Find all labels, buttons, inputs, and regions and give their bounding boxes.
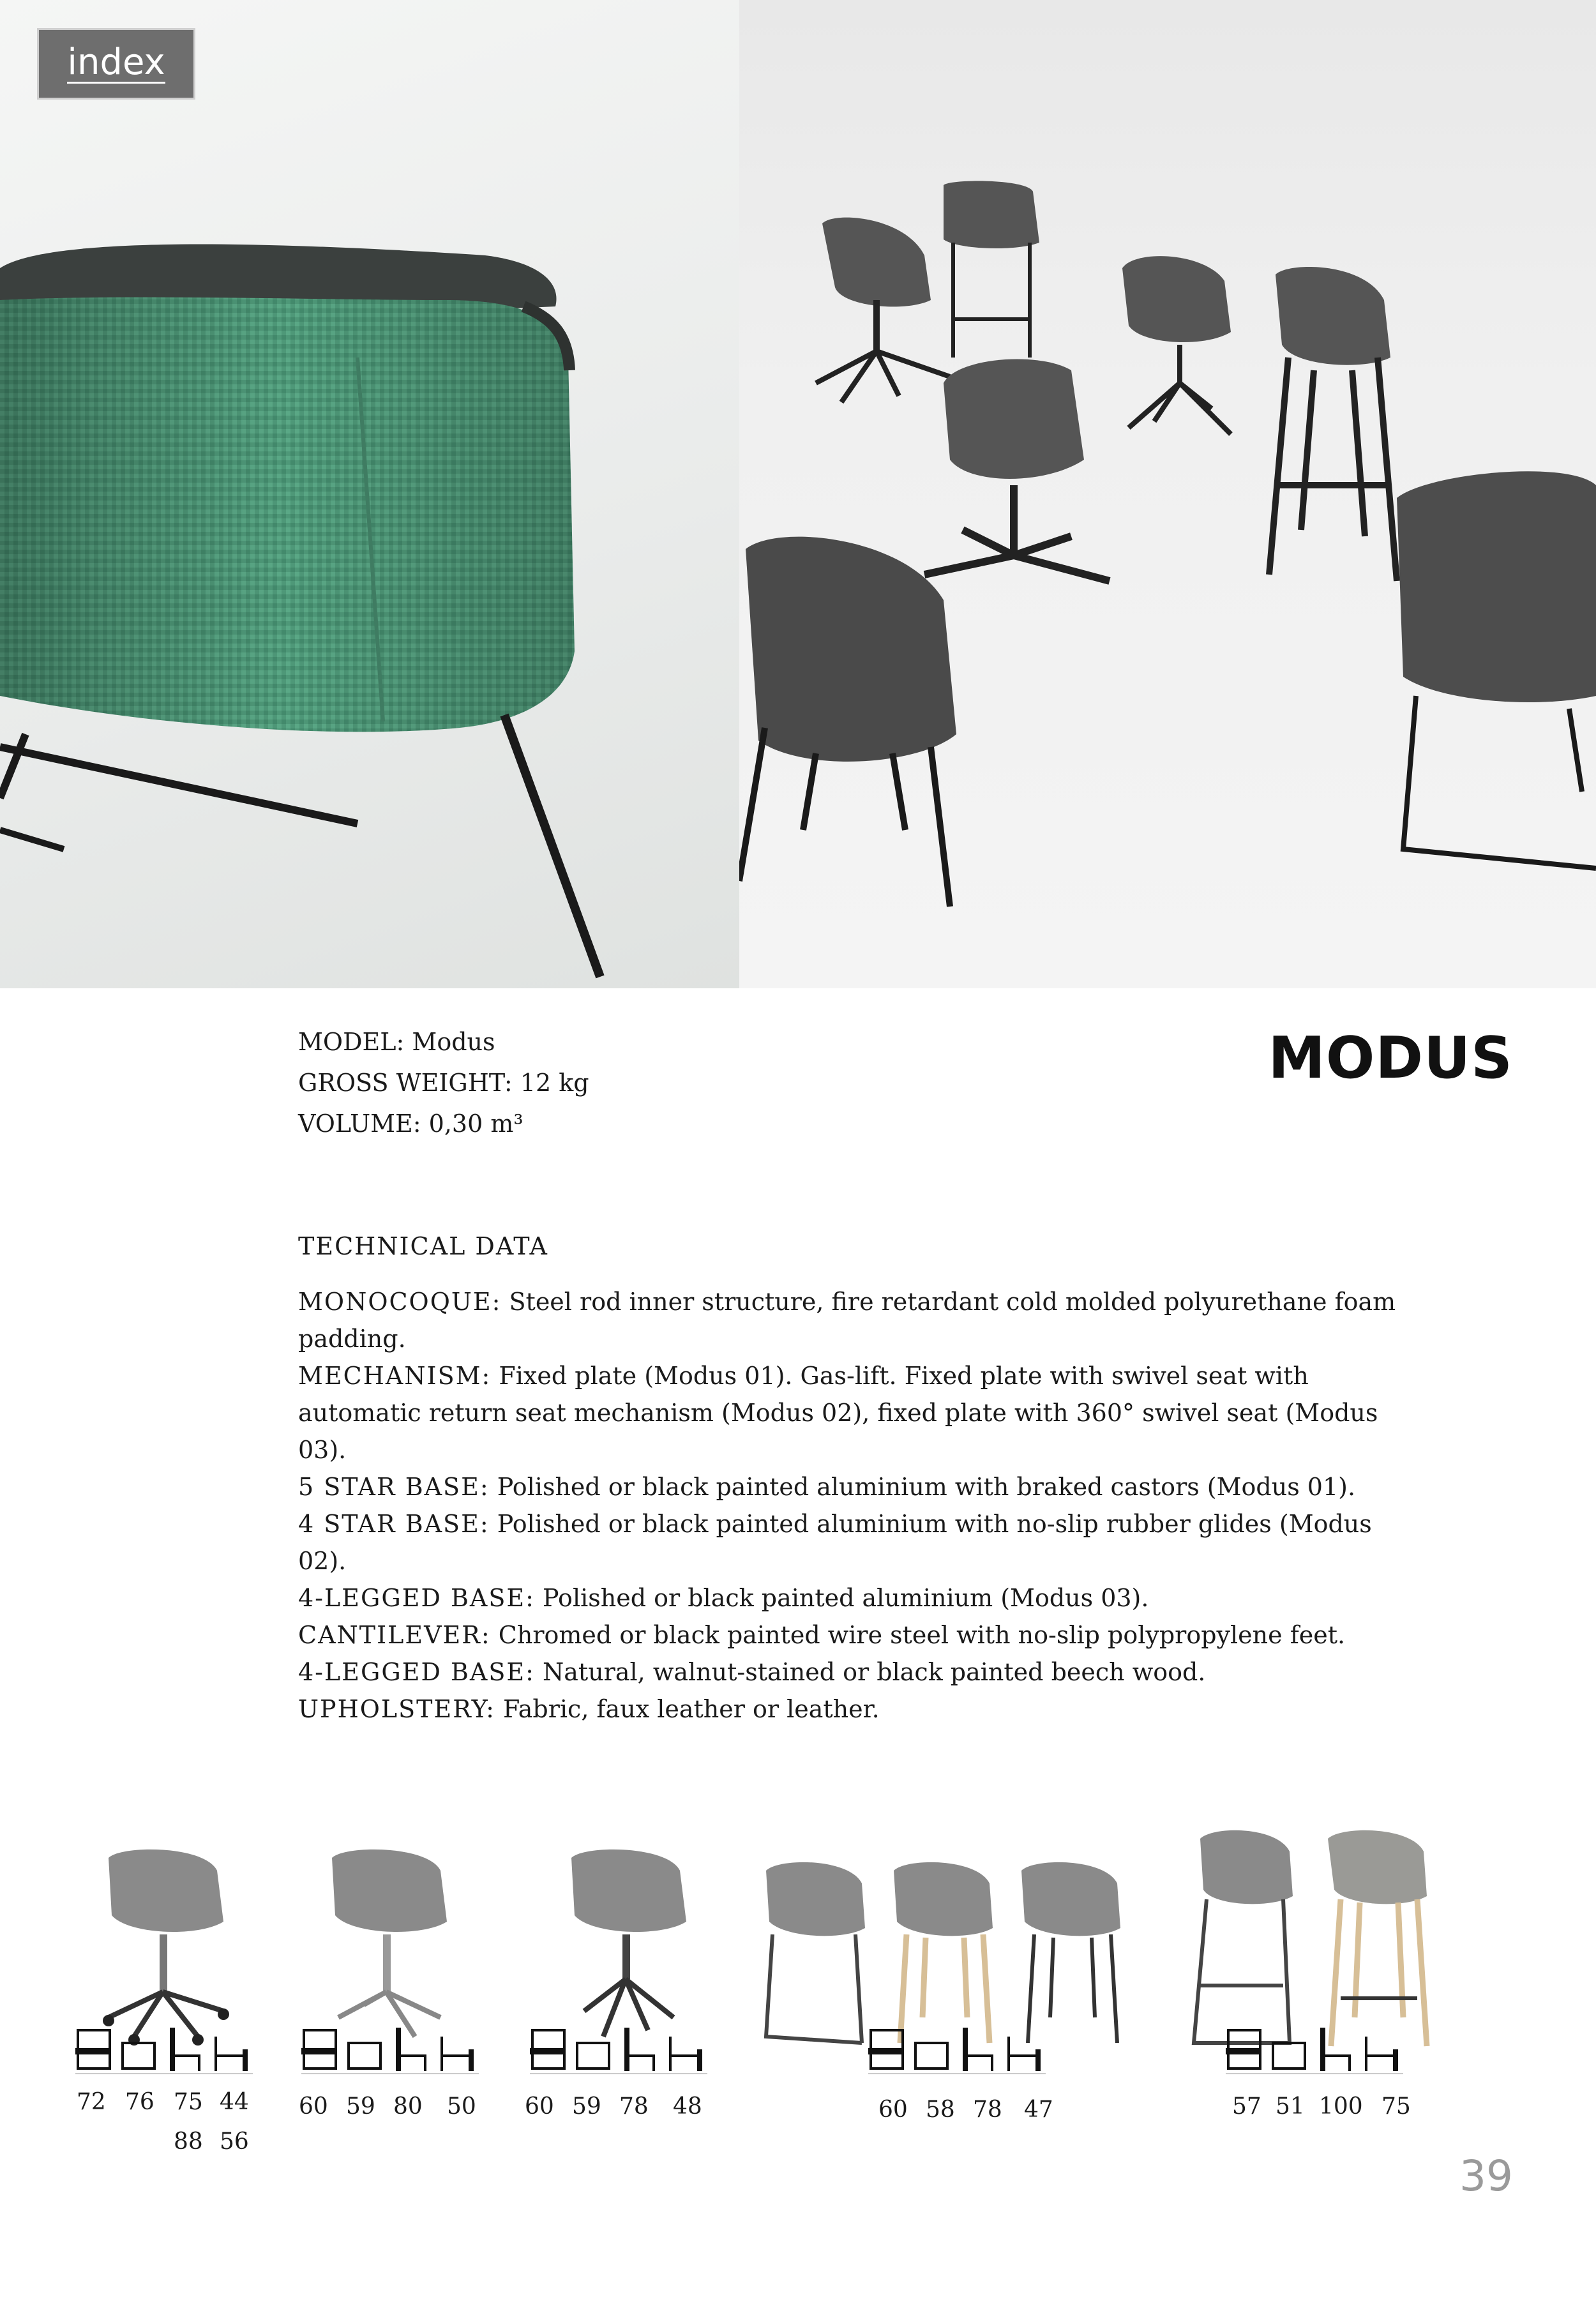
tech-text: Chromed or black painted wire steel with no-slip polypropylene feet.: [498, 1621, 1346, 1649]
dim-value: 60: [878, 2097, 908, 2123]
tech-text: Natural, walnut-stained or black painted beech wood.: [543, 1658, 1206, 1686]
dim-value: 58: [926, 2097, 955, 2123]
technical-heading: TECHNICAL DATA: [298, 1232, 548, 1260]
tech-key: CANTILEVER:: [298, 1621, 491, 1649]
spec-label: VOLUME:: [298, 1110, 421, 1138]
dim-value: 47: [1024, 2097, 1053, 2123]
hero-photo-chair-group: [739, 0, 1596, 988]
spec-gross-weight: [298, 1062, 589, 1103]
dim-value: 59: [572, 2093, 601, 2120]
tech-key: 4-LEGGED BASE:: [298, 1658, 535, 1686]
dimension-icons: [75, 2024, 253, 2075]
product-dims: [525, 2091, 702, 2123]
product-stools-group: [1187, 1826, 1443, 2049]
dimension-icons: [868, 2024, 1046, 2075]
spec-block: [298, 1021, 589, 1144]
dimension-icons: [301, 2024, 479, 2075]
green-chair-illustration: [0, 0, 739, 988]
tech-item: [298, 1468, 1409, 1505]
dim-value: 75: [1381, 2093, 1411, 2120]
product-chair-castors: [96, 1845, 249, 2049]
dim-value: 72: [77, 2089, 106, 2115]
tech-item: [298, 1579, 1409, 1616]
tech-text: Polished or black painted aluminium with no-slip rubber glides (Modus 02).: [298, 1510, 1372, 1575]
product-chair-spider: [559, 1845, 712, 2049]
tech-key: 4 STAR BASE:: [298, 1510, 490, 1538]
product-dims: [77, 2086, 249, 2118]
dim-value: 51: [1276, 2093, 1305, 2120]
index-button[interactable]: [37, 28, 195, 100]
tech-key: 5 STAR BASE:: [298, 1473, 490, 1501]
product-dims: [878, 2094, 1053, 2126]
tech-item: [298, 1691, 1409, 1728]
tech-key: MECHANISM:: [298, 1362, 492, 1390]
tech-item: [298, 1357, 1409, 1468]
spec-value: 12 kg: [520, 1069, 589, 1097]
tech-key: 4-LEGGED BASE:: [298, 1584, 535, 1612]
product-dims: [1232, 2091, 1411, 2123]
dim-value: 78: [619, 2093, 649, 2120]
tech-item: [298, 1654, 1409, 1691]
tech-item: [298, 1616, 1409, 1654]
dim-value: 50: [447, 2093, 476, 2120]
spec-value: Modus: [412, 1028, 495, 1056]
dim-value: 44: [220, 2089, 249, 2115]
spec-model: [298, 1021, 589, 1062]
dimension-icons: [1226, 2024, 1403, 2075]
product-dims: [299, 2091, 476, 2123]
dim-value: 88: [174, 2129, 203, 2155]
dim-value: 100: [1319, 2093, 1363, 2120]
tech-text: Fixed plate (Modus 01). Gas-lift. Fixed plate with swivel seat with automatic return seat mechanism (Modus 02), fixed plate with 360° swivel seat (Modus 03).: [298, 1362, 1378, 1464]
technical-data: [298, 1283, 1409, 1728]
tech-key: UPHOLSTERY:: [298, 1695, 495, 1723]
dim-value: 76: [125, 2089, 154, 2115]
tech-key: MONOCOQUE:: [298, 1288, 502, 1316]
tech-text: Steel rod inner structure, fire retardant cold molded polyurethane foam padding.: [298, 1288, 1396, 1353]
dim-value: 56: [220, 2129, 249, 2155]
dim-value: 60: [299, 2093, 328, 2120]
spec-label: GROSS WEIGHT:: [298, 1069, 513, 1097]
page-title: MODUS: [1268, 1025, 1513, 1092]
product-dims-extra: [174, 2126, 249, 2158]
spec-label: MODEL:: [298, 1028, 405, 1056]
spec-volume: [298, 1103, 589, 1144]
chair-group-illustration: [739, 0, 1596, 988]
dim-value: 59: [346, 2093, 375, 2120]
dim-value: 60: [525, 2093, 554, 2120]
dim-value: 78: [973, 2097, 1002, 2123]
dim-value: 80: [393, 2093, 423, 2120]
dimension-icons: [530, 2024, 707, 2075]
product-chair-4-star: [319, 1845, 472, 2049]
tech-text: Polished or black painted aluminium with braked castors (Modus 01).: [497, 1473, 1356, 1501]
index-label: index: [67, 41, 165, 83]
dim-value: 48: [673, 2093, 702, 2120]
page-number: 39: [1459, 2152, 1513, 2201]
tech-item: [298, 1283, 1409, 1357]
tech-item: [298, 1505, 1409, 1579]
spec-value: 0,30 m³: [428, 1110, 523, 1138]
dim-value: 75: [174, 2089, 203, 2115]
product-chairs-group: [760, 1851, 1143, 2049]
hero-photo-green-chair: [0, 0, 739, 988]
tech-text: Fabric, faux leather or leather.: [502, 1695, 880, 1723]
dim-value: 57: [1232, 2093, 1261, 2120]
tech-text: Polished or black painted aluminium (Modus 03).: [543, 1584, 1149, 1612]
